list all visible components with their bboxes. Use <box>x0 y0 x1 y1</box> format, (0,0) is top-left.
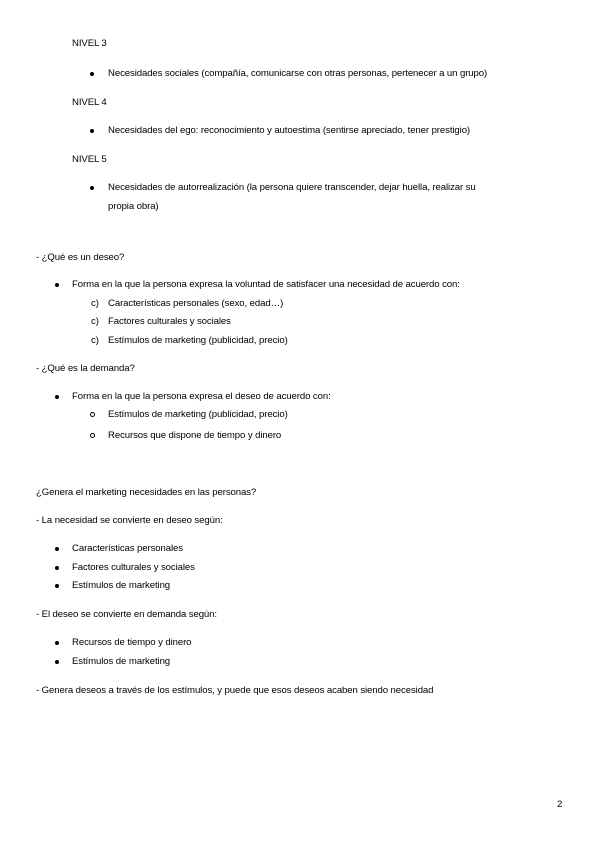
demanda-sub-item: Recursos que dispone de tiempo y dinero <box>108 430 282 441</box>
demanda-sub-item: Estímulos de marketing (publicidad, precio) <box>108 409 288 420</box>
deseo-question: - ¿Qué es un deseo? <box>36 252 125 263</box>
level-4-item: Necesidades del ego: reconocimiento y autoestima (sentirse apreciado, tener prestigio) <box>108 125 471 136</box>
genera-question: ¿Genera el marketing necesidades en las personas? <box>36 487 257 498</box>
bullet-icon <box>90 72 94 76</box>
bullet-icon <box>55 566 59 570</box>
deseo-demanda-item: Recursos de tiempo y dinero <box>72 637 192 648</box>
necesidad-item: Características personales <box>72 543 183 554</box>
level-3-item: Necesidades sociales (compañía, comunicarse con otras personas, pertenecer a un grupo) <box>108 68 488 79</box>
circle-bullet-icon <box>90 412 95 417</box>
level-3-heading: NIVEL 3 <box>72 38 107 49</box>
necesidad-item: Factores culturales y sociales <box>72 562 195 573</box>
deseo-sub-marker: c) <box>91 298 99 309</box>
page-number: 2 <box>557 799 563 810</box>
bullet-icon <box>90 129 94 133</box>
bullet-icon <box>55 641 59 645</box>
circle-bullet-icon <box>90 433 95 438</box>
necesidad-intro: - La necesidad se convierte en deseo según: <box>36 515 223 526</box>
bullet-icon <box>55 584 59 588</box>
level-5-item-line2: propia obra) <box>108 201 159 212</box>
bullet-icon <box>55 395 59 399</box>
level-5-heading: NIVEL 5 <box>72 154 107 165</box>
deseo-sub-item: Factores culturales y sociales <box>108 316 231 327</box>
conclusion-text: - Genera deseos a través de los estímulos, y puede que esos deseos acaben siendo necesidad <box>36 685 434 696</box>
bullet-icon <box>55 283 59 287</box>
demanda-question: - ¿Qué es la demanda? <box>36 363 135 374</box>
bullet-icon <box>90 186 94 190</box>
bullet-icon <box>55 660 59 664</box>
deseo-definition: Forma en la que la persona expresa la voluntad de satisfacer una necesidad de acuerdo con: <box>72 279 460 290</box>
deseo-sub-marker: c) <box>91 335 99 346</box>
demanda-definition: Forma en la que la persona expresa el deseo de acuerdo con: <box>72 391 331 402</box>
level-5-item-line1: Necesidades de autorrealización (la persona quiere transcender, dejar huella, realizar su <box>108 182 476 193</box>
necesidad-item: Estímulos de marketing <box>72 580 171 591</box>
deseo-sub-marker: c) <box>91 316 99 327</box>
deseo-demanda-item: Estímulos de marketing <box>72 656 171 667</box>
deseo-sub-item: Estímulos de marketing (publicidad, precio) <box>108 335 288 346</box>
bullet-icon <box>55 547 59 551</box>
deseo-intro: - El deseo se convierte en demanda según: <box>36 609 217 620</box>
deseo-sub-item: Características personales (sexo, edad…) <box>108 298 284 309</box>
level-4-heading: NIVEL 4 <box>72 97 107 108</box>
